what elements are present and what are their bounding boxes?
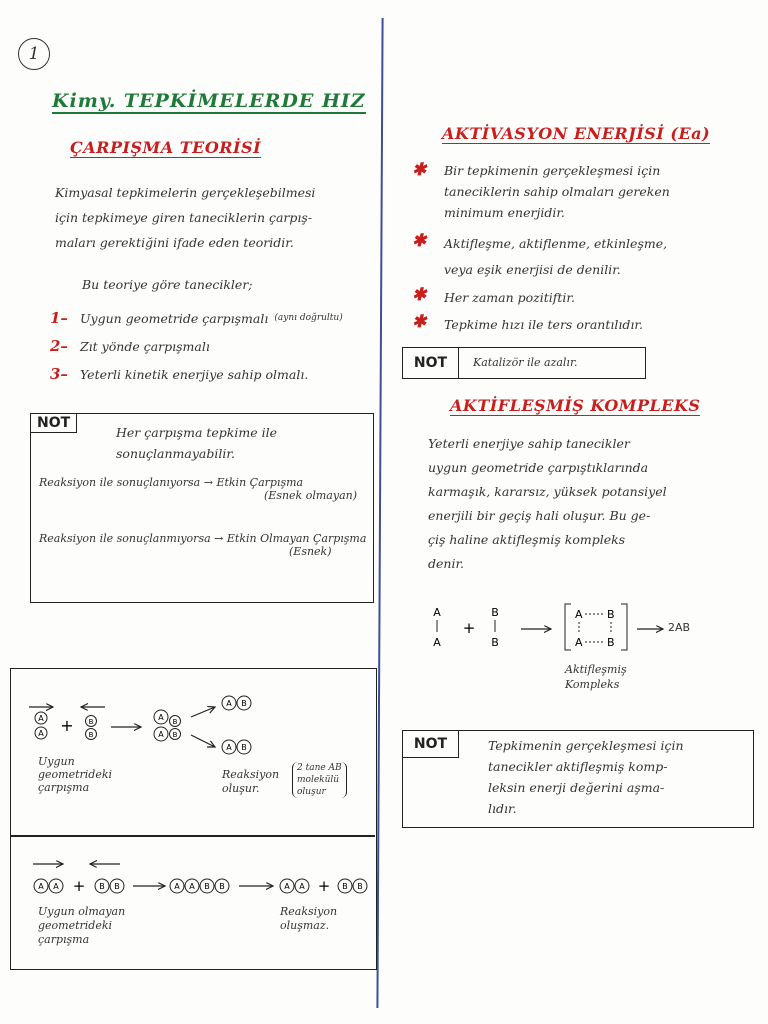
activated-complex-title: AKTİFLEŞMİŞ KOMPLEKS — [450, 396, 701, 415]
svg-text:B: B — [172, 731, 178, 739]
svg-text:A: A — [38, 882, 44, 891]
svg-text:B: B — [607, 608, 615, 621]
svg-text:A: A — [158, 730, 164, 739]
svg-text:B: B — [204, 882, 210, 891]
svg-text:B: B — [491, 636, 499, 649]
product-count-note: 2 tane AB molekülü oluşur — [292, 762, 347, 798]
svg-text:A: A — [575, 636, 583, 649]
ineffective-collision-diagram — [15, 850, 375, 910]
svg-text:B: B — [491, 606, 499, 619]
svg-text:B: B — [114, 882, 120, 891]
ea-point: ✱ Tepkime hızı ile ters orantılıdır. — [412, 312, 762, 337]
svg-text:B: B — [342, 882, 348, 891]
svg-text:B: B — [607, 636, 615, 649]
main-title: Kimy. TEPKİMELERDE HIZ — [52, 90, 366, 112]
svg-text:+: + — [60, 716, 74, 735]
svg-text:A: A — [433, 606, 441, 619]
svg-text:A: A — [53, 882, 59, 891]
note-tag: NOT — [403, 348, 459, 378]
asterisk-icon: ✱ — [412, 160, 427, 180]
asterisk-icon: ✱ — [412, 312, 427, 332]
svg-text:A: A — [174, 882, 180, 891]
activation-energy-title: AKTİVASYON ENERJİSİ (Ea) — [442, 124, 711, 143]
activated-complex-paragraph: Yeterli enerjiye sahip tanecikler uygun geometride çarpıştıklarında karmaşık, kararsız, yüksek potansiyel enerjili bir geçiş hali oluşur. Bu ge- çiş haline aktifleşmiş kompleks denir. — [428, 436, 667, 571]
intro-line: Kimyasal tepkimelerin gerçekleşebilmesi — [55, 185, 316, 200]
svg-text:A: A — [38, 714, 44, 723]
activated-complex-caption: Aktifleşmiş Kompleks — [565, 663, 627, 691]
condition-item: 2– Zıt yönde çarpışmalı — [50, 337, 210, 355]
condition-item: 3– Yeterli kinetik enerjiye sahip olmalı. — [50, 365, 309, 383]
note-box-complex — [402, 730, 754, 828]
note-text: Katalizör ile azalır. — [473, 356, 578, 369]
effective-collision-label: Uygun geometrideki çarpışma — [38, 755, 113, 794]
svg-text:A: A — [575, 608, 583, 621]
svg-text:B: B — [99, 882, 105, 891]
note-box-collision — [30, 413, 374, 603]
svg-text:A: A — [158, 713, 164, 722]
svg-text:B: B — [357, 882, 363, 891]
svg-text:A: A — [38, 729, 44, 738]
svg-text:B: B — [241, 699, 247, 708]
svg-text:A: A — [433, 636, 441, 649]
collision-theory-title: ÇARPIŞMA TEORİSİ — [70, 138, 262, 157]
svg-text:A: A — [284, 882, 290, 891]
activation-energy-points — [412, 160, 762, 337]
no-reaction-label: Reaksiyon oluşmaz. — [280, 905, 338, 932]
diagram-separator — [10, 835, 375, 837]
ea-point: ✱ Her zaman pozitiftir. — [412, 285, 762, 310]
svg-text:+: + — [317, 877, 331, 895]
equation-product: 2AB — [668, 621, 691, 634]
svg-text:B: B — [219, 882, 225, 891]
svg-text:B: B — [172, 718, 178, 726]
intro-line: için tepkimeye giren taneciklerin çarpış- — [55, 210, 313, 225]
note-case-ineffective: Reaksiyon ile sonuçlanmıyorsa → Etkin Olmayan Çarpışma (Esnek) — [39, 532, 367, 558]
note-case-effective: Reaksiyon ile sonuçlanıyorsa → Etkin Çarpışma (Esnek olmayan) — [39, 476, 358, 502]
intro-line: maları gerektiğini ifade eden teoridir. — [55, 235, 294, 250]
ea-point: ✱ Aktifleşme, aktiflenme, etkinleşme, veya eşik enerjisi de denilir. — [412, 231, 762, 283]
note-text: Tepkimenin gerçekleşmesi için tanecikler aktifleşmiş komp- leksin enerji değerini aşma- lıdır. — [488, 738, 684, 816]
ea-point: ✱ Bir tepkimenin gerçekleşmesi için taneciklerin sahip olmaları gereken minimum enerjidir. — [412, 160, 762, 223]
svg-text:A: A — [189, 882, 195, 891]
note-text: Her çarpışma tepkime ile sonuçlanmayabilir. — [116, 425, 277, 461]
ineffective-collision-label: Uygun olmayan geometrideki çarpışma — [38, 905, 126, 946]
note-box-catalyst — [402, 347, 646, 379]
svg-text:+: + — [72, 877, 86, 895]
page-number: 1 — [18, 38, 50, 70]
svg-text:A: A — [226, 743, 232, 752]
intro-paragraph — [55, 180, 375, 255]
svg-text:B: B — [88, 718, 94, 726]
svg-text:B: B — [88, 731, 94, 739]
conditions-lead: Bu teoriye göre tanecikler; — [82, 277, 253, 292]
conditions-list — [50, 304, 375, 388]
note-tag: NOT — [30, 413, 77, 433]
svg-text:+: + — [462, 619, 476, 637]
condition-item: 1– Uygun geometride çarpışmalı (aynı doğrultu) — [50, 309, 343, 327]
svg-text:B: B — [241, 743, 247, 752]
asterisk-icon: ✱ — [412, 285, 427, 305]
note-tag: NOT — [403, 731, 459, 758]
reaction-occurs-label: Reaksiyon oluşur. — [222, 768, 280, 795]
svg-text:A: A — [299, 882, 305, 891]
asterisk-icon: ✱ — [412, 231, 427, 251]
column-divider — [376, 18, 383, 1008]
svg-text:A: A — [226, 699, 232, 708]
